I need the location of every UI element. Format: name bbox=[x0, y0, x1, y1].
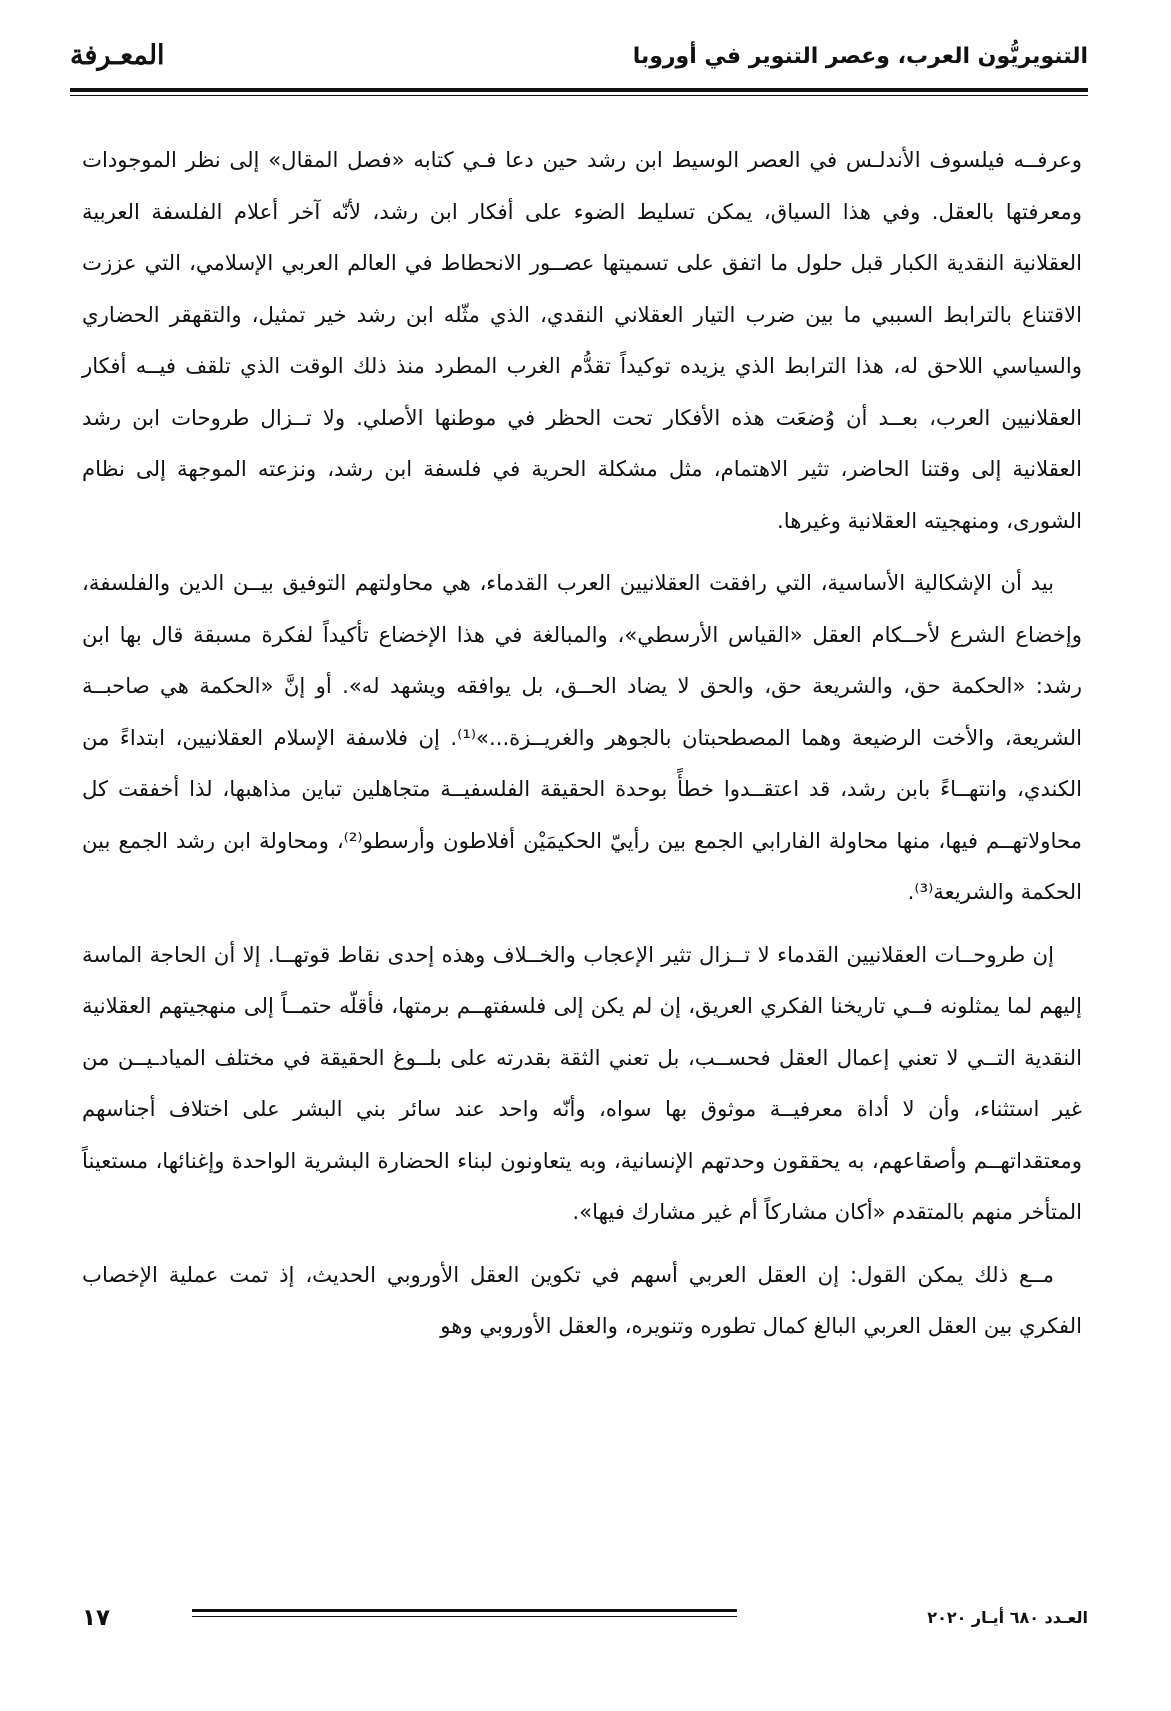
issue-info: العـدد ٦٨٠ أيـار ٢٠٢٠ bbox=[927, 1608, 1088, 1627]
footer-rule-thin bbox=[192, 1616, 737, 1617]
footer-rule bbox=[192, 1609, 737, 1612]
page-header bbox=[70, 40, 1088, 84]
header-rule-thin bbox=[70, 95, 1088, 96]
header-rule bbox=[70, 88, 1088, 92]
paragraph-3: إن طروحــات العقلانيين القدماء لا تــزال تثير الإعجاب والخــلاف وهذه إحدى نقاط قوتهــا. إلا أن الحاجة الماسة إليهم لما يمثلونه فــي تاريخنا الفكري العريق، إن لم يكن إلى فلسفتهــم برمتها، فأقلّه حتمــاً إلى منهجيتهم العقلانية النقدية التــي لا تعني إعمال العقل فحســب، بل تعني الثقة بقدرته على بلــوغ الحقيقة في مختلف الميادـيــن من غير استثناء، وأن لا أداة معرفيــة موثوق بها سواه، وأنّه واحد عند سائر بني البشر على اختلاف أجناسهم ومعتقداتهــم وأصقاعهم، به يحققون وحدتهم الإنسانية، وبه يتعاونون لبناء الحضارة البشرية الواحدة وإغنائها، مستعيناً المتأخر منهم بالمتقدم «أكان مشاركاً أم غير مشارك فيها». bbox=[82, 941, 1082, 1224]
page-number: ١٧ bbox=[82, 1605, 111, 1631]
paragraph-2: بيد أن الإشكالية الأساسية، التي رافقت العقلانيين العرب القدماء، هي محاولتهم التوفيق بيــن الدين والفلسفة، وإخضاع الشرع لأحــكام العقل «القياس الأرسطي»، والمبالغة في هذا الإخضاع تأكيداً لفكرة مسبقة قال بها ابن رشد: «الحكمة حق، والشريعة حق، والحق لا يضاد الحــق، بل يوافقه ويشهد له». أو إنَّ «الحكمة هي صاحبــة الشريعة، والأخت الرضيعة وهما المصطحبتان بالجوهر والغريــزة...»⁽¹⁾. إن فلاسفة الإسلام العقلانيين، ابتداءً من الكندي، وانتهــاءً بابن رشد، قد اعتقــدوا خطأً بوحدة الحقيقة الفلسفيــة متجاهلين تباين مذاهبها، لذا أخفقت كل محاولاتهــم فيها، منها محاولة الفارابي الجمع بين رأييّ الحكيمَيْن أفلاطون وأرسطو⁽²⁾، ومحاولة ابن رشد الجمع بين الحكمة والشريعة⁽³⁾. bbox=[82, 570, 1082, 904]
running-title: التنويريُّون العرب، وعصر التنوير في أوروبا bbox=[632, 44, 1088, 69]
paragraph-4: مــع ذلك يمكن القول: إن العقل العربي أسهم في تكوين العقل الأوروبي الحديث، إذ تمت عملية الإخصاب الفكري بين العقل العربي البالغ كمال تطوره وتنويره، والعقل الأوروبي وهو bbox=[82, 1261, 1082, 1338]
paragraph-1: وعرفــه فيلسوف الأندلـس في العصر الوسيط ابن رشد حين دعا فـي كتابه «فصل المقال» إلى نظر الموجودات ومعرفتها بالعقل. وفي هذا السياق، يمكن تسليط الضوء على أفكار ابن رشد، لأنّه آخر أعلام الفلسفة العربية العقلانية النقدية الكبار قبل حلول ما اتفق على تسميتها عصــور الانحطاط في العالم العربي الإسلامي، التي عززت الاقتناع بالترابط السببي ما بين ضرب التيار العقلاني النقدي، الذي مثّله ابن رشد خير تمثيل، والتقهقر الحضاري والسياسي اللاحق له، هذا الترابط الذي يزيده توكيداً تقدُّم الغرب المطرد منذ ذلك الوقت الذي تلقف فيــه أفكار العقلانيين العرب، بعــد أن وُضعَت هذه الأفكار تحت الحظر في موطنها الأصلي. ولا تــزال طروحات ابن رشد العقلانية إلى وقتنا الحاضر، تثير الاهتمام، مثل مشكلة الحرية في فلسفة ابن رشد، ونزعته الموجهة إلى نظام الشورى، ومنهجيته العقلانية وغيرها. bbox=[82, 147, 1082, 533]
article-body bbox=[82, 134, 1082, 1363]
magazine-logo: المعـرفة bbox=[70, 40, 165, 71]
